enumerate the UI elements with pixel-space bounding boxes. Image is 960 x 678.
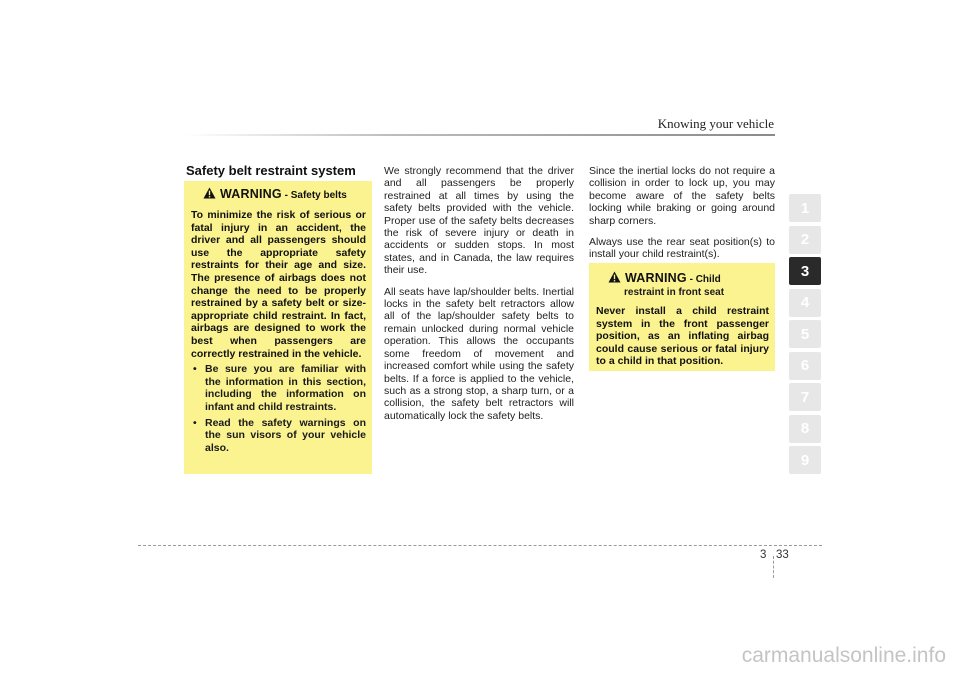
paragraph: All seats have lap/shoulder belts. Inertial locks in the safety belt retractors allow all of the lap/shoulder safety belts to remain unlocked during normal vehicle operation. This allows the occupants some freedom of movement and increased comfort while using the safety belts. If a force is applied to the vehicle, such as a strong stop, a sharp turn, or a collision, the safety belt retractors will automatically lock the safety belts. bbox=[384, 285, 574, 422]
warning-bullet: • Read the safety warnings on the sun visors of your vehicle also. bbox=[191, 417, 366, 455]
footer-section-number: 3 bbox=[760, 549, 767, 561]
chapter-tab-1[interactable]: 1 bbox=[789, 194, 821, 222]
chapter-tabs bbox=[789, 194, 821, 478]
section-title: Safety belt restraint system bbox=[186, 163, 356, 178]
warning-body: To minimize the risk of serious or fatal injury in an accident, the driver and all passengers should use the appropriate safety restraints for their age and size. The presence of airbags does not change the need to be properly restrained by a safety belt or size-appropriate child restraint. In fact, airbags are designed to work the best when passengers are correctly restrained in the vehicle. bbox=[191, 209, 366, 360]
body-column-3 bbox=[589, 165, 775, 270]
chapter-tab-7[interactable]: 7 bbox=[789, 383, 821, 411]
chapter-tab-3[interactable]: 3 bbox=[789, 257, 821, 285]
footer-page-number: 33 bbox=[776, 549, 789, 561]
footer-divider bbox=[138, 545, 822, 546]
warning-subtitle: - Child bbox=[686, 274, 721, 285]
body-column-2 bbox=[384, 165, 574, 431]
paragraph: Always use the rear seat position(s) to install your child restraint(s). bbox=[589, 236, 775, 261]
warning-bullet-list bbox=[191, 363, 366, 454]
warning-subtitle-line2: restraint in front seat bbox=[624, 287, 725, 298]
warning-title bbox=[203, 187, 366, 203]
chapter-tab-6[interactable]: 6 bbox=[789, 352, 821, 380]
warning-body: Never install a child restraint system in the front passenger position, as an inflating airbag could cause serious or fatal injury to a child in that position. bbox=[596, 305, 769, 368]
chapter-tab-2[interactable]: 2 bbox=[789, 226, 821, 254]
warning-triangle-icon bbox=[608, 271, 621, 286]
paragraph: Since the inertial locks do not require a collision in order to lock up, you may become aware of the safety belts locking while braking or going around sharp corners. bbox=[589, 165, 775, 227]
warning-bullet: • Be sure you are familiar with the information in this section, including the information on infant and child restraints. bbox=[191, 363, 366, 413]
header-title: Knowing your vehicle bbox=[657, 116, 774, 131]
warning-label: WARNING bbox=[220, 187, 282, 201]
warning-subtitle: - Safety belts bbox=[281, 190, 347, 201]
chapter-tab-9[interactable]: 9 bbox=[789, 446, 821, 474]
warning-box-safety-belts bbox=[184, 181, 372, 474]
footer-page-separator bbox=[773, 556, 774, 578]
chapter-tab-5[interactable]: 5 bbox=[789, 320, 821, 348]
chapter-tab-8[interactable]: 8 bbox=[789, 415, 821, 443]
watermark: carmanualsonline.info bbox=[741, 644, 946, 667]
paragraph: We strongly recommend that the driver and all passengers be properly restrained at all times by using the safety belts provided with the vehicle. Proper use of the safety belts decreases the risk of severe injury or death in accidents or sudden stops. In most states, and in Canada, the law requires their use. bbox=[384, 165, 574, 277]
header-divider bbox=[185, 134, 775, 136]
warning-label: WARNING bbox=[625, 271, 687, 285]
chapter-tab-4[interactable]: 4 bbox=[789, 289, 821, 317]
warning-box-child-restraint bbox=[589, 263, 775, 371]
warning-triangle-icon bbox=[203, 187, 216, 202]
warning-title bbox=[608, 271, 769, 287]
